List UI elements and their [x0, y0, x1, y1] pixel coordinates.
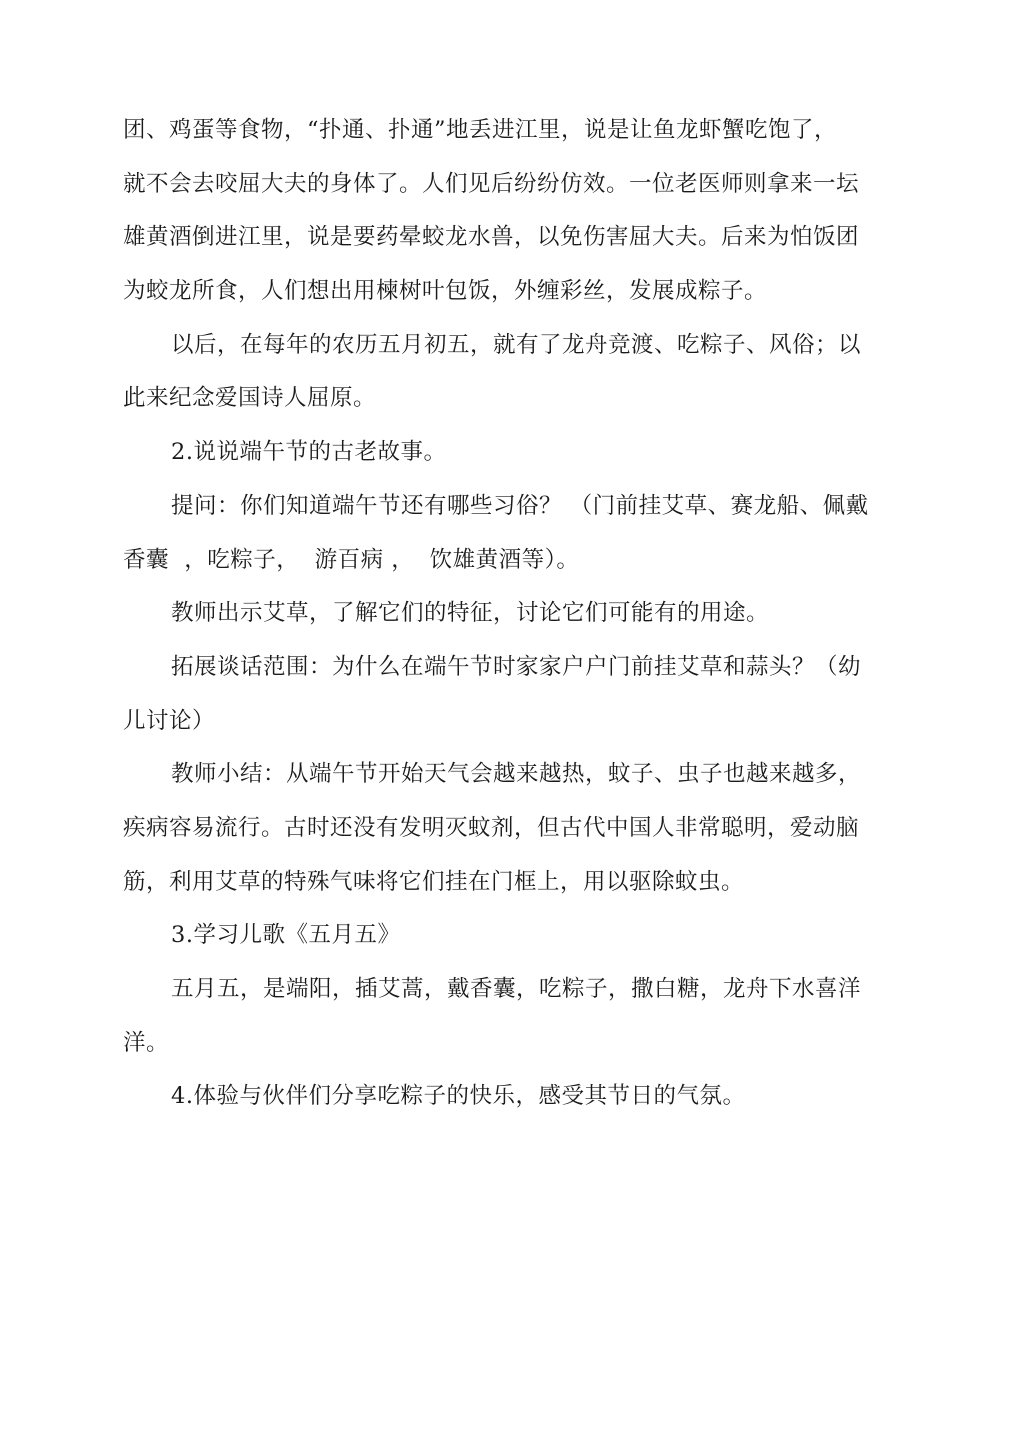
text-line: 教师小结：从端午节开始天气会越来越热，蚊子、虫子也越来越多， — [171, 761, 862, 788]
text-line: 提问：你们知道端午节还有哪些习俗？ （门前挂艾草、赛龙船、佩戴 — [171, 492, 869, 519]
text-line: 疾病容易流行。古时还没有发明灭蚊剂，但古代中国人非常聪明，爱动脑 — [123, 814, 860, 841]
document-body — [123, 108, 905, 1128]
text-line: 以后，在每年的农历五月初五，就有了龙舟竞渡、吃粽子、风俗；以 — [171, 331, 862, 358]
text-line: 为蛟龙所食，人们想出用楝树叶包饭，外缠彩丝，发展成粽子。 — [123, 278, 768, 305]
text-line: 教师出示艾草，了解它们的特征，讨论它们可能有的用途。 — [171, 600, 770, 627]
text-line: 雄黄酒倒进江里，说是要药晕蛟龙水兽，以免伤害屈大夫。后来为怕饭团 — [123, 224, 860, 251]
text-line: 洋。 — [123, 1029, 170, 1056]
text-line: 2.说说端午节的古老故事。 — [171, 439, 447, 466]
text-line: 拓展谈话范围：为什么在端午节时家家户户门前挂艾草和蒜头？（幼 — [171, 653, 862, 680]
text-line: 此来纪念爱国诗人屈原。 — [123, 385, 377, 412]
text-line: 4.体验与伙伴们分享吃粽子的快乐，感受其节日的气氛。 — [171, 1083, 746, 1110]
text-line: 3.学习儿歌《五月五》 — [171, 922, 401, 949]
text-line: 香囊 ，吃粽子， 游百病 ， 饮雄黄酒等）。 — [123, 546, 580, 573]
text-line: 儿讨论） — [123, 707, 216, 734]
text-line: 就不会去咬屈大夫的身体了。人们见后纷纷仿效。一位老医师则拿来一坛 — [123, 170, 860, 197]
text-line: 五月五，是端阳，插艾蒿，戴香囊，吃粽子，撒白糖，龙舟下水喜洋 — [171, 976, 862, 1002]
text-line: 团、鸡蛋等食物，“扑通、扑通”地丢进江里，说是让鱼龙虾蟹吃饱了， — [123, 117, 838, 143]
text-line: 筋，利用艾草的特殊气味将它们挂在门框上，用以驱除蚊虫。 — [123, 868, 745, 895]
